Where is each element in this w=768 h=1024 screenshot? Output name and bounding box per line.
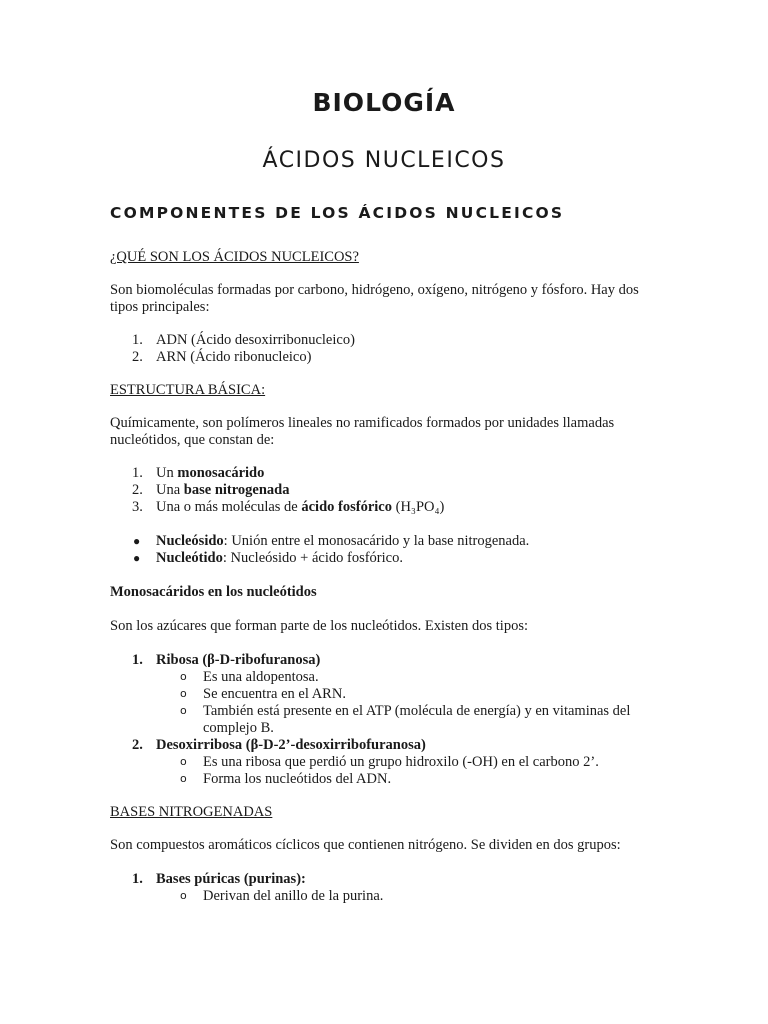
mono-heading: Monosacáridos en los nucleótidos: [110, 584, 317, 600]
sub-list-text: Forma los nucleótidos del ADN.: [203, 771, 392, 787]
page-subtitle: ÁCIDOS NUCLEICOS: [262, 148, 506, 173]
list-bold-term: ácido fosfórico: [301, 499, 392, 515]
sub-list-item: [110, 888, 670, 905]
sub-list-item: [110, 686, 670, 703]
estructura-paragraph: Químicamente, son polímeros lineales no ramificados formados por unidades llamadas nucleótidos, que constan de:: [110, 415, 615, 448]
list-text: Una o más moléculas de: [156, 499, 302, 515]
sub-list-item: [110, 754, 670, 771]
circle-bullet-icon: o: [180, 687, 187, 700]
circle-bullet-icon: o: [180, 704, 187, 717]
list-item: [110, 332, 670, 349]
circle-bullet-icon: o: [180, 670, 187, 683]
list-text: (H₃PO₄): [391, 499, 445, 515]
list-item: [110, 550, 670, 567]
mono-list: [110, 652, 670, 788]
bases-heading: BASES NITROGENADAS: [110, 804, 273, 820]
definition-term: Nucleótido: [156, 550, 223, 566]
list-number: 2.: [132, 482, 143, 498]
list-item: [110, 871, 670, 888]
circle-bullet-icon: o: [180, 889, 187, 902]
bases-list: [110, 871, 670, 905]
definitions-list: [110, 533, 670, 567]
list-number: 1.: [132, 465, 143, 481]
estructura-list: [110, 465, 670, 516]
sub-list-text: Es una ribosa que perdió un grupo hidroxilo (-OH) en el carbono 2’.: [203, 754, 599, 770]
list-text: Una: [156, 482, 184, 498]
list-item: [110, 499, 670, 516]
list-text: Un: [156, 465, 178, 481]
sub-list-item: [110, 703, 643, 737]
definition-text: : Nucleósido + ácido fosfórico.: [222, 550, 403, 566]
q1-paragraph: Son biomoléculas formadas por carbono, hidrógeno, oxígeno, nitrógeno y fósforo. Hay dos tipos principales:: [110, 282, 639, 315]
sub-list-text: También está presente en el ATP (molécula de energía) y en vitaminas del complejo B.: [203, 703, 631, 736]
list-text: ARN (Ácido ribonucleico): [156, 349, 312, 365]
list-number: 1.: [132, 332, 143, 348]
list-item: [110, 652, 670, 669]
list-item: [110, 737, 670, 754]
definition-text: : Unión entre el monosacárido y la base nitrogenada.: [223, 533, 530, 549]
list-number: 3.: [132, 499, 143, 515]
bases-paragraph: Son compuestos aromáticos cíclicos que contienen nitrógeno. Se dividen en dos grupos:: [110, 837, 621, 853]
list-number: 2.: [132, 737, 143, 753]
list-number: 2.: [132, 349, 143, 365]
q1-heading: ¿QUÉ SON LOS ÁCIDOS NUCLEICOS?: [110, 249, 359, 265]
sub-list-text: Derivan del anillo de la purina.: [203, 888, 384, 904]
list-bold-term: base nitrogenada: [183, 482, 290, 498]
list-text: ADN (Ácido desoxirribonucleico): [156, 332, 355, 348]
list-bold-term: monosacárido: [177, 465, 265, 481]
q1-list: [110, 332, 670, 366]
list-bold-term: Ribosa (β-D-ribofuranosa): [156, 652, 321, 668]
sub-list-text: Es una aldopentosa.: [203, 669, 319, 685]
page-title: BIOLOGÍA: [312, 88, 456, 117]
list-item: [110, 482, 670, 499]
sub-list-text: Se encuentra en el ARN.: [203, 686, 346, 702]
list-number: 1.: [132, 652, 143, 668]
list-item: [110, 533, 670, 550]
list-item: [110, 349, 670, 366]
mono-paragraph: Son los azúcares que forman parte de los nucleótidos. Existen dos tipos:: [110, 618, 528, 634]
list-bold-term: Bases púricas (purinas):: [156, 871, 306, 887]
bullet-icon: ●: [133, 534, 141, 548]
bullet-icon: ●: [133, 551, 141, 565]
definition-term: Nucleósido: [156, 533, 224, 549]
list-bold-term: Desoxirribosa (β-D-2’-desoxirribofuranosa): [156, 737, 426, 753]
list-item: [110, 465, 670, 482]
list-number: 1.: [132, 871, 143, 887]
circle-bullet-icon: o: [180, 772, 187, 785]
sub-list-item: [110, 669, 670, 686]
circle-bullet-icon: o: [180, 755, 187, 768]
section-heading: COMPONENTES DE LOS ÁCIDOS NUCLEICOS: [110, 204, 565, 222]
sub-list-item: [110, 771, 670, 788]
estructura-heading: ESTRUCTURA BÁSICA:: [110, 382, 266, 398]
